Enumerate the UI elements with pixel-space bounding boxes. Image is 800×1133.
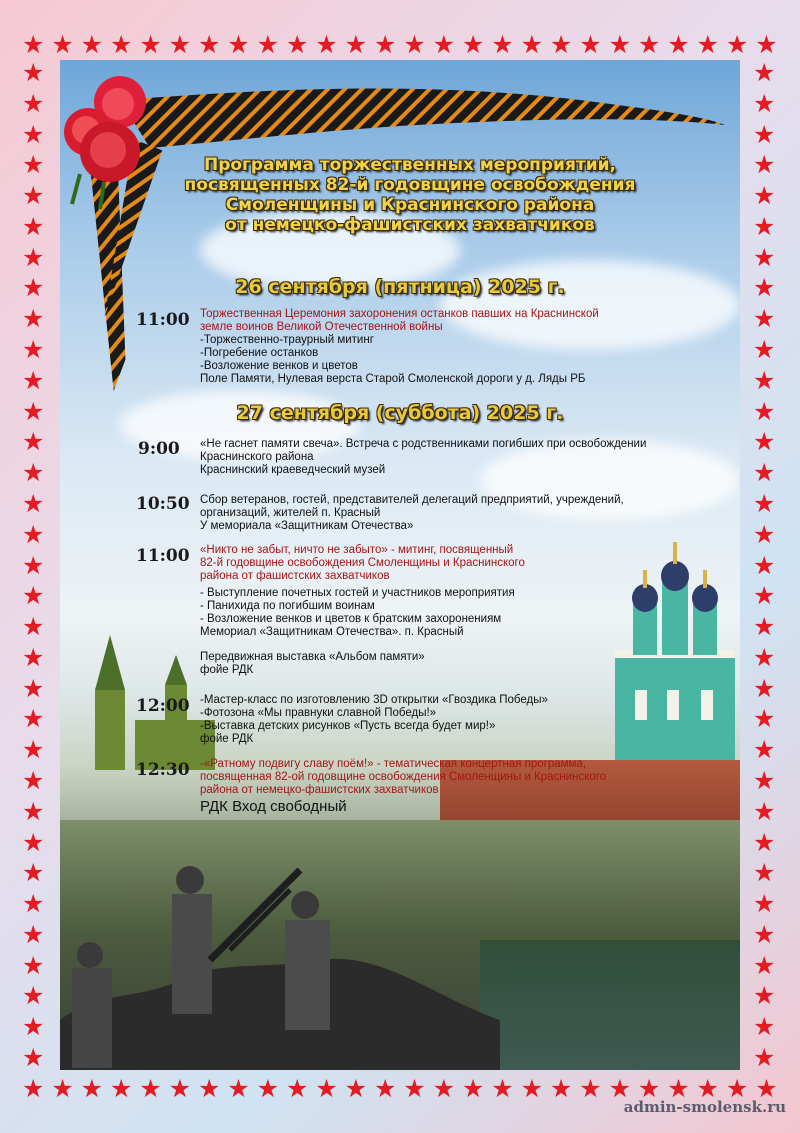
- title-line: Программа торжественных мероприятий,: [203, 155, 617, 175]
- star-icon: ★: [22, 58, 45, 87]
- event-line: -Мастер-класс по изготовлению 3D открытки «Гвоздика Победы»: [200, 694, 548, 706]
- star-icon: ★: [22, 211, 45, 241]
- star-icon: ★: [80, 1074, 104, 1103]
- event-time: 11:00: [136, 310, 190, 330]
- title-line: от немецко-фашистских захватчиков: [225, 215, 595, 235]
- star-icon: ★: [520, 30, 543, 59]
- star-icon: ★: [755, 30, 778, 59]
- star-icon: ★: [753, 58, 776, 87]
- star-icon: ★: [227, 30, 250, 59]
- star-icon: ★: [753, 612, 776, 642]
- star-icon: ★: [51, 1074, 74, 1103]
- star-icon: ★: [344, 30, 368, 59]
- event-line: -Выставка детских рисунков «Пусть всегда будет мир!»: [200, 720, 496, 732]
- event-details: [200, 494, 624, 533]
- star-icon: ★: [753, 1012, 776, 1042]
- star-icon: ★: [22, 304, 45, 334]
- star-icon: ★: [753, 981, 776, 1011]
- star-icon: ★: [22, 704, 45, 734]
- star-icon: ★: [22, 765, 45, 795]
- star-icon: ★: [753, 119, 776, 149]
- star-icon: ★: [520, 1074, 543, 1103]
- event-title: района от немецко-фашистских захватчиков: [200, 784, 439, 796]
- event-place: РДК Вход свободный: [200, 798, 347, 815]
- star-icon: ★: [22, 30, 45, 59]
- star-icon: ★: [51, 30, 74, 59]
- star-icon: ★: [22, 458, 45, 488]
- event-place: Поле Памяти, Нулевая верста Старой Смоленской дороги у д. Ляды РБ: [200, 373, 586, 385]
- star-icon: ★: [22, 642, 45, 672]
- star-icon: ★: [22, 242, 45, 272]
- star-icon: ★: [637, 1074, 661, 1103]
- event-title: посвященная 82-ой годовщине освобождения Смоленщины и Краснинского: [200, 771, 607, 783]
- star-icon: ★: [753, 704, 776, 734]
- star-icon: ★: [22, 273, 45, 303]
- event-item: -Торжественно-траурный митинг: [200, 334, 374, 346]
- event-details: [200, 758, 606, 816]
- star-icon: ★: [22, 335, 45, 365]
- star-icon: ★: [197, 1074, 221, 1103]
- star-icon: ★: [753, 304, 776, 334]
- star-icon: ★: [22, 1074, 45, 1103]
- star-icon: ★: [22, 550, 45, 580]
- event-item: - Панихида по погибшим воинам: [200, 600, 375, 612]
- event-time: 12:00: [136, 696, 190, 716]
- star-icon: ★: [22, 365, 45, 395]
- star-icon: ★: [22, 488, 45, 518]
- star-icon: ★: [753, 365, 776, 395]
- star-icon: ★: [22, 919, 45, 949]
- star-icon: ★: [22, 1043, 45, 1072]
- star-icon: ★: [608, 1074, 631, 1103]
- star-icon: ★: [549, 1074, 573, 1103]
- event-line: фойе РДК: [200, 733, 254, 745]
- star-icon: ★: [22, 150, 45, 180]
- star-icon: ★: [753, 827, 776, 857]
- star-icon: ★: [256, 1074, 280, 1103]
- star-icon: ★: [22, 796, 45, 826]
- day1-date: 26 сентября (пятница) 2025 г.: [235, 276, 565, 298]
- star-icon: ★: [315, 1074, 338, 1103]
- star-icon: ★: [285, 30, 309, 59]
- star-icon: ★: [22, 88, 45, 118]
- star-icon: ★: [753, 919, 776, 949]
- star-icon: ★: [461, 30, 485, 59]
- star-icon: ★: [22, 735, 45, 765]
- star-icon: ★: [755, 1074, 778, 1103]
- star-icon: ★: [753, 88, 776, 118]
- event-line: Краснинский краеведческий музей: [200, 464, 386, 476]
- event-item: - Выступление почетных гостей и участников мероприятия: [200, 587, 515, 599]
- star-border-right: [753, 60, 775, 1070]
- title-line: посвященных 82-й годовщине освобождения: [184, 175, 636, 195]
- star-icon: ★: [22, 981, 45, 1011]
- star-icon: ★: [753, 273, 776, 303]
- event-item: -Погребение останков: [200, 347, 319, 359]
- star-icon: ★: [549, 30, 573, 59]
- star-icon: ★: [432, 1074, 456, 1103]
- event-details: [200, 694, 548, 746]
- star-icon: ★: [667, 1074, 690, 1103]
- soldiers-illustration: [60, 850, 500, 1070]
- event-title: района от фашистских захватчиков: [200, 570, 390, 582]
- river: [480, 940, 740, 1070]
- event-time: 9:00: [138, 439, 180, 459]
- star-icon: ★: [753, 858, 776, 888]
- star-icon: ★: [22, 889, 45, 919]
- star-icon: ★: [22, 519, 45, 549]
- star-icon: ★: [696, 30, 719, 59]
- star-icon: ★: [667, 30, 690, 59]
- star-icon: ★: [696, 1074, 719, 1103]
- star-icon: ★: [753, 796, 776, 826]
- poster: [60, 60, 740, 1070]
- star-icon: ★: [725, 30, 749, 59]
- star-icon: ★: [753, 335, 776, 365]
- event-details: [200, 308, 599, 386]
- star-icon: ★: [109, 1074, 133, 1103]
- event-title: земле воинов Великой Отечественной войны: [200, 321, 443, 333]
- event-extra: Передвижная выставка «Альбом памяти»: [200, 651, 425, 663]
- star-icon: ★: [491, 30, 514, 59]
- star-icon: ★: [753, 396, 776, 426]
- star-icon: ★: [753, 458, 776, 488]
- star-icon: ★: [22, 396, 45, 426]
- star-icon: ★: [461, 1074, 485, 1103]
- star-icon: ★: [753, 1043, 776, 1072]
- star-icon: ★: [753, 735, 776, 765]
- star-icon: ★: [22, 673, 45, 703]
- star-icon: ★: [753, 673, 776, 703]
- star-icon: ★: [579, 1074, 602, 1103]
- star-icon: ★: [403, 30, 426, 59]
- event-line: У мемориала «Защитникам Отечества»: [200, 520, 414, 532]
- star-icon: ★: [197, 30, 221, 59]
- star-icon: ★: [227, 1074, 250, 1103]
- event-title: Торжественная Церемония захоронения останков павших на Краснинской: [200, 308, 599, 320]
- star-icon: ★: [753, 242, 776, 272]
- star-icon: ★: [491, 1074, 514, 1103]
- cathedral-illustration: [605, 540, 740, 760]
- star-icon: ★: [22, 581, 45, 611]
- event-title: «Никто не забыт, ничто не забыто» - митинг, посвященный: [200, 544, 514, 556]
- day2-date: 27 сентября (суббота) 2025 г.: [236, 402, 564, 424]
- star-icon: ★: [753, 950, 776, 980]
- star-icon: ★: [22, 858, 45, 888]
- star-icon: ★: [753, 427, 776, 457]
- title-line: Смоленщины и Краснинского района: [225, 195, 595, 215]
- event-item: - Возложение венков и цветов к братским захоронениям: [200, 613, 502, 625]
- footer-url: admin-smolensk.ru: [623, 1098, 786, 1116]
- star-icon: ★: [344, 1074, 368, 1103]
- star-icon: ★: [753, 889, 776, 919]
- star-icon: ★: [80, 30, 104, 59]
- star-icon: ★: [725, 1074, 749, 1103]
- star-icon: ★: [139, 1074, 162, 1103]
- star-icon: ★: [608, 30, 631, 59]
- star-icon: ★: [753, 581, 776, 611]
- event-line: -Фотозона «Мы правнуки славной Победы!»: [200, 707, 437, 719]
- star-icon: ★: [22, 119, 45, 149]
- star-icon: ★: [753, 488, 776, 518]
- star-icon: ★: [256, 30, 280, 59]
- star-icon: ★: [168, 30, 192, 59]
- star-icon: ★: [22, 427, 45, 457]
- event-details: [200, 544, 525, 677]
- event-line: организаций, жителей п. Красный: [200, 507, 381, 519]
- event-line: «Не гаснет памяти свеча». Встреча с родственниками погибших при освобождении: [200, 438, 647, 450]
- event-title: 82-й годовщине освобождения Смоленщины и Краснинского: [200, 557, 525, 569]
- event-line: Сбор ветеранов, гостей, представителей делегаций предприятий, учреждений,: [200, 494, 624, 506]
- star-icon: ★: [753, 642, 776, 672]
- event-time: 11:00: [136, 546, 190, 566]
- star-icon: ★: [753, 181, 776, 211]
- star-icon: ★: [315, 30, 338, 59]
- star-icon: ★: [753, 211, 776, 241]
- star-border-top: [0, 32, 800, 57]
- event-time: 12:30: [136, 760, 190, 780]
- star-icon: ★: [22, 181, 45, 211]
- star-icon: ★: [139, 30, 162, 59]
- event-details: [200, 438, 646, 477]
- star-icon: ★: [753, 765, 776, 795]
- star-icon: ★: [22, 950, 45, 980]
- event-item: -Возложение венков и цветов: [200, 360, 358, 372]
- star-icon: ★: [753, 150, 776, 180]
- star-icon: ★: [285, 1074, 309, 1103]
- star-icon: ★: [753, 519, 776, 549]
- star-icon: ★: [753, 550, 776, 580]
- poster-title: [170, 155, 650, 235]
- star-icon: ★: [403, 1074, 426, 1103]
- star-icon: ★: [432, 30, 456, 59]
- star-icon: ★: [168, 1074, 192, 1103]
- star-icon: ★: [22, 612, 45, 642]
- star-icon: ★: [22, 827, 45, 857]
- star-icon: ★: [579, 30, 602, 59]
- event-extra: фойе РДК: [200, 664, 254, 676]
- event-title: -«Ратному подвигу славу поём!» - тематическая концертная программа,: [200, 758, 587, 770]
- star-icon: ★: [373, 30, 397, 59]
- event-line: Краснинского района: [200, 451, 314, 463]
- star-border-left: [22, 60, 44, 1070]
- star-icon: ★: [637, 30, 661, 59]
- star-icon: ★: [109, 30, 133, 59]
- star-icon: ★: [373, 1074, 397, 1103]
- event-time: 10:50: [136, 494, 190, 514]
- star-icon: ★: [22, 1012, 45, 1042]
- event-place: Мемориал «Защитникам Отечества». п. Красный: [200, 626, 464, 638]
